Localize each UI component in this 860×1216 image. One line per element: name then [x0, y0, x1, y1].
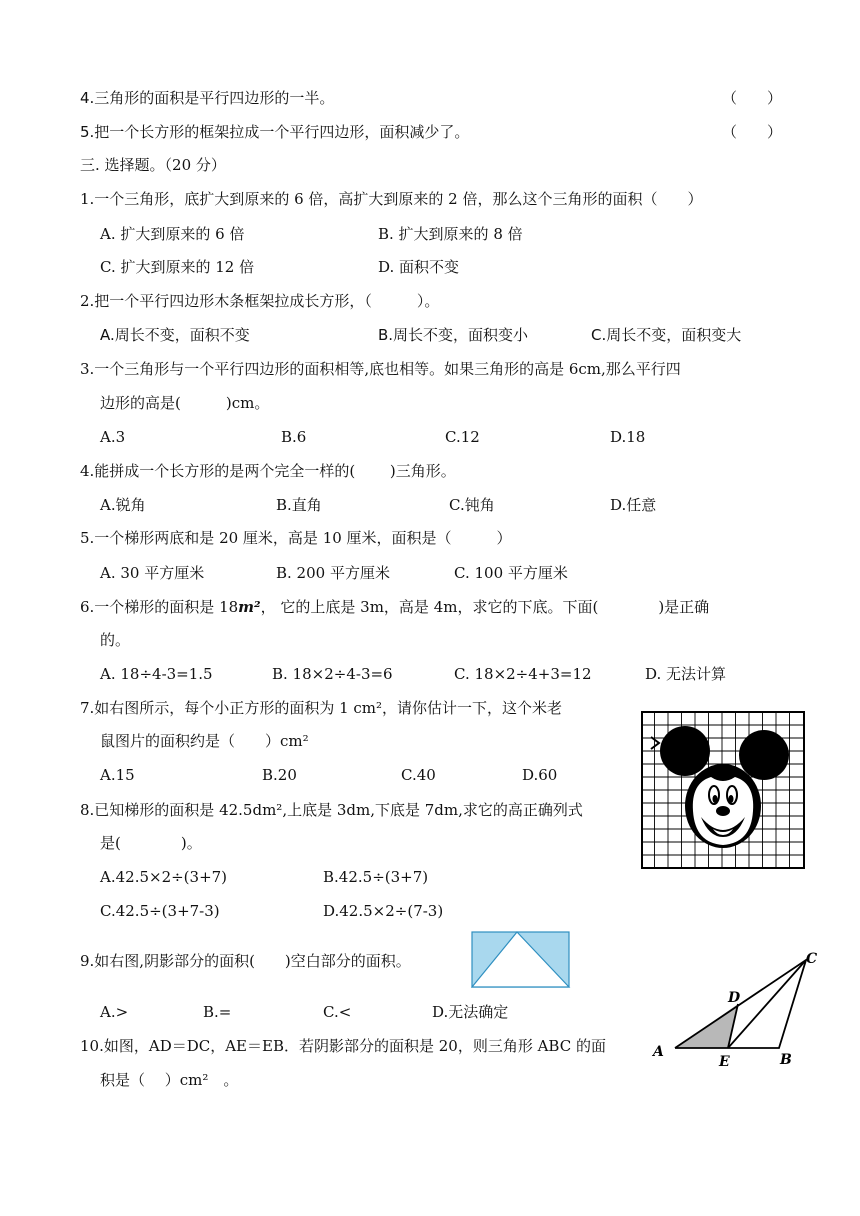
q8-option-b[interactable]: B.42.5÷(3+7) — [323, 868, 429, 886]
q8-option-c[interactable]: C.42.5÷(3+7-3) — [100, 902, 220, 920]
q1-option-d[interactable]: D. 面积不变 — [378, 258, 460, 276]
tf-answer-parens-5[interactable]: （ ） — [722, 123, 783, 141]
q1-option-a[interactable]: A. 扩大到原来的 6 倍 — [100, 225, 245, 243]
q4-option-c[interactable]: C.钝角 — [449, 496, 495, 514]
q1-option-b[interactable]: B. 扩大到原来的 8 倍 — [378, 225, 523, 243]
q1-option-c[interactable]: C. 扩大到原来的 12 倍 — [100, 258, 255, 276]
tf-item-5: 5.把一个长方形的框架拉成一个平行四边形，面积减少了。 — [80, 123, 470, 141]
q9-option-a[interactable]: A.> — [100, 1003, 129, 1021]
label-c: C — [806, 951, 818, 967]
q6-option-b[interactable]: B. 18×2÷4-3=6 — [272, 665, 393, 683]
q8-option-a[interactable]: A.42.5×2÷(3+7) — [100, 868, 228, 886]
q4-option-d[interactable]: D.任意 — [610, 496, 657, 514]
label-b: B — [780, 1052, 792, 1068]
label-a: A — [653, 1044, 664, 1060]
nose — [716, 806, 730, 816]
q7-option-a[interactable]: A.15 — [100, 766, 135, 784]
q6-stem-line2: 的。 — [100, 631, 131, 649]
q9-option-d[interactable]: D.无法确定 — [432, 1003, 509, 1021]
q6-option-d[interactable]: D. 无法计算 — [645, 665, 727, 683]
q7-option-d[interactable]: D.60 — [522, 766, 558, 784]
q2-option-c[interactable]: C.周长不变，面积变大 — [591, 326, 742, 344]
q3-stem-line2: 边形的高是( )cm。 — [100, 394, 270, 412]
q9-rectangle-figure — [471, 931, 571, 989]
triangle-abc-figure — [648, 948, 828, 1072]
q4-stem: 4.能拼成一个长方形的是两个完全一样的( )三角形。 — [80, 462, 456, 480]
q5-option-c[interactable]: C. 100 平方厘米 — [454, 564, 568, 582]
q7-stem-line1: 7.如右图所示，每个小正方形的面积为 1 cm²，请你估计一下，这个米老 — [80, 699, 563, 717]
left-ear — [660, 726, 710, 776]
q3-option-a[interactable]: A.3 — [100, 428, 126, 446]
q8-option-d[interactable]: D.42.5×2÷(7-3) — [323, 902, 444, 920]
q2-stem: 2.把一个平行四边形木条框架拉成长方形，（ ）。 — [80, 292, 440, 310]
label-d: D — [728, 990, 741, 1006]
tf-answer-parens-4[interactable]: （ ） — [722, 89, 783, 107]
q5-option-a[interactable]: A. 30 平方厘米 — [100, 564, 205, 582]
q5-option-b[interactable]: B. 200 平方厘米 — [276, 564, 390, 582]
q4-option-b[interactable]: B.直角 — [276, 496, 322, 514]
q3-option-c[interactable]: C.12 — [445, 428, 480, 446]
q10-stem-line1: 10.如图，AD＝DC，AE＝EB．若阴影部分的面积是 20，则三角形 ABC 的面 — [80, 1037, 606, 1055]
q6-option-a[interactable]: A. 18÷4-3=1.5 — [100, 665, 213, 683]
q1-stem: 1.一个三角形，底扩大到原来的 6 倍，高扩大到原来的 2 倍，那么这个三角形的面积（ ） — [80, 190, 703, 208]
q6-stem-line1 — [80, 597, 709, 617]
q5-stem: 5.一个梯形两底和是 20 厘米，高是 10 厘米，面积是（ ） — [80, 529, 512, 547]
mickey-grid-figure — [641, 711, 805, 869]
right-ear — [739, 730, 789, 780]
q9-option-c[interactable]: C.< — [323, 1003, 352, 1021]
q10-stem-line2: 积是（ ）cm² 。 — [100, 1071, 239, 1089]
label-e: E — [719, 1054, 730, 1070]
section-title: 三. 选择题。（20 分） — [80, 156, 226, 174]
q6-stem-part2: ， 它的上底是 3m，高是 4m，求它的下底。下面( )是正确 — [260, 598, 710, 616]
q3-option-d[interactable]: D.18 — [610, 428, 646, 446]
q6-stem-part1: 6.一个梯形的面积是 18 — [80, 598, 239, 616]
q3-option-b[interactable]: B.6 — [281, 428, 307, 446]
q2-option-b[interactable]: B.周长不变，面积变小 — [378, 326, 529, 344]
q2-option-a[interactable]: A.周长不变，面积不变 — [100, 326, 250, 344]
tf-item-4: 4.三角形的面积是平行四边形的一半。 — [80, 89, 335, 107]
q8-stem-line2: 是( )。 — [100, 834, 202, 852]
q7-option-b[interactable]: B.20 — [262, 766, 297, 784]
q4-option-a[interactable]: A.锐角 — [100, 496, 146, 514]
q6-unit: m² — [238, 598, 261, 616]
q8-stem-line1: 8.已知梯形的面积是 42.5dm²,上底是 3dm,下底是 7dm,求它的高正确列式 — [80, 801, 583, 819]
q6-option-c[interactable]: C. 18×2÷4+3=12 — [454, 665, 592, 683]
q7-option-c[interactable]: C.40 — [401, 766, 436, 784]
q3-stem-line1: 3.一个三角形与一个平行四边形的面积相等,底也相等。如果三角形的高是 6cm,那么平行四 — [80, 360, 681, 378]
q9-option-b[interactable]: B.= — [203, 1003, 232, 1021]
q7-stem-line2: 鼠图片的面积约是（ ）cm² — [100, 732, 309, 750]
q9-stem: 9.如右图,阴影部分的面积( )空白部分的面积。 — [80, 952, 411, 970]
